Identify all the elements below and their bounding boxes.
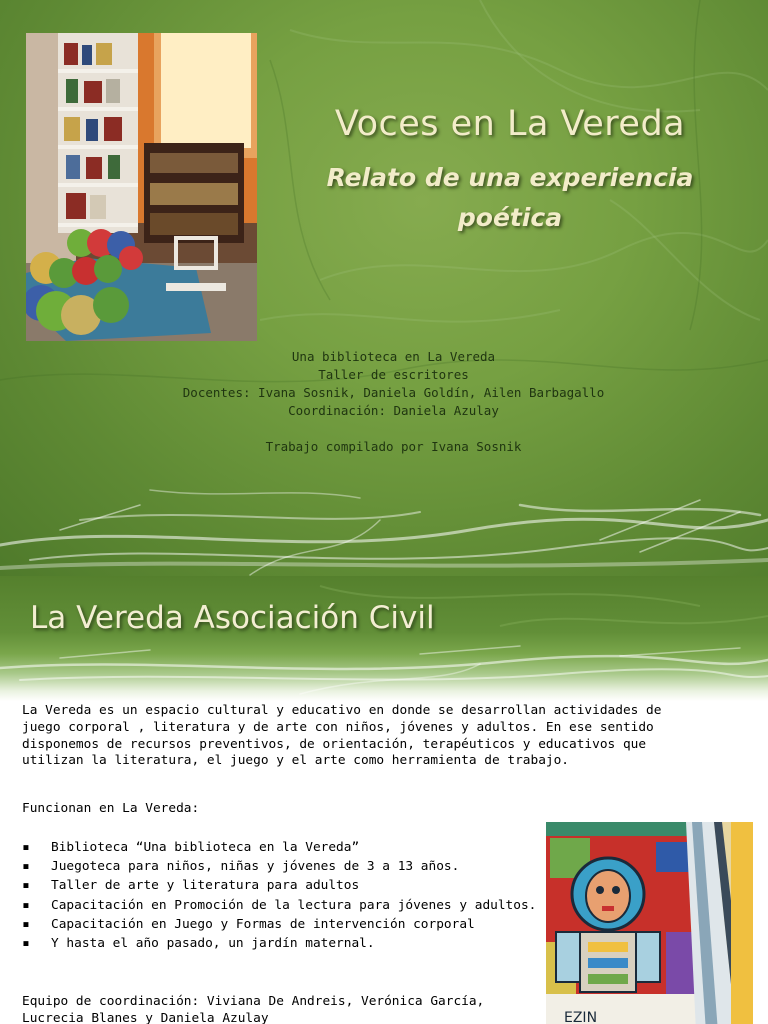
list-item-text: Capacitación en Juego y Formas de intervención corporal: [51, 916, 475, 932]
cover-subtitle: Relato de una experiencia poética: [326, 163, 694, 232]
list-item: [22, 838, 542, 857]
list-item-text: Capacitación en Promoción de la lectura para jóvenes y adultos.: [51, 897, 537, 913]
list-item-text: Taller de arte y literatura para adultos: [51, 878, 360, 894]
functions-heading: Funcionan en La Vereda:: [22, 801, 200, 816]
bullet-icon: ▪: [22, 878, 30, 894]
artwork-photo: [546, 822, 753, 1024]
library-photo: [26, 33, 257, 341]
coordination-team: Equipo de coordinación: Viviana De Andreis, Verónica García, Lucrecia Blanes y Daniela Azulay: [22, 994, 485, 1024]
bullet-icon: ▪: [22, 916, 30, 932]
list-item-text: Biblioteca “Una biblioteca en la Vereda”: [51, 840, 360, 855]
list-item: [22, 934, 542, 953]
functions-list: [22, 838, 542, 953]
bullet-icon: ▪: [22, 840, 30, 855]
list-item: [22, 876, 542, 895]
list-item-text: Y hasta el año pasado, un jardín maternal.: [51, 936, 375, 952]
bullet-icon: ▪: [22, 897, 30, 913]
cover-credits: [0, 348, 768, 456]
compiled-by-line: Trabajo compilado por Ivana Sosnik: [265, 439, 522, 454]
section-title: La Vereda Asociación Civil: [30, 600, 435, 636]
bullet-icon: ▪: [22, 936, 30, 952]
cover-title: Voces en La Vereda: [334, 104, 686, 144]
list-item: [22, 915, 542, 934]
credit-line: Coordinación: Daniela Azulay: [288, 403, 499, 418]
association-slide: [0, 576, 768, 1024]
artwork-caption: EZIN: [564, 1010, 598, 1024]
intro-paragraph: La Vereda es un espacio cultural y educativo en donde se desarrollan actividades de juego corporal , literatura y de arte con niños, jóvenes y adultos. En ese sentido disponemos de recursos preventivos, de orientación, terapéuticos y educativos que utilizan la literatura, el juego y el arte como herramienta de trabajo.: [22, 703, 662, 769]
list-item: [22, 857, 542, 876]
green-banner: [0, 576, 768, 701]
bullet-icon: ▪: [22, 859, 30, 875]
list-item-text: Juegoteca para niños, niñas y jóvenes de 3 a 13 años.: [51, 859, 460, 875]
credit-line: Taller de escritores: [318, 367, 469, 382]
credit-line: Docentes: Ivana Sosnik, Daniela Goldín, Ailen Barbagallo: [182, 385, 605, 400]
list-item: [22, 896, 542, 915]
credit-line: Una biblioteca en La Vereda: [291, 349, 496, 364]
